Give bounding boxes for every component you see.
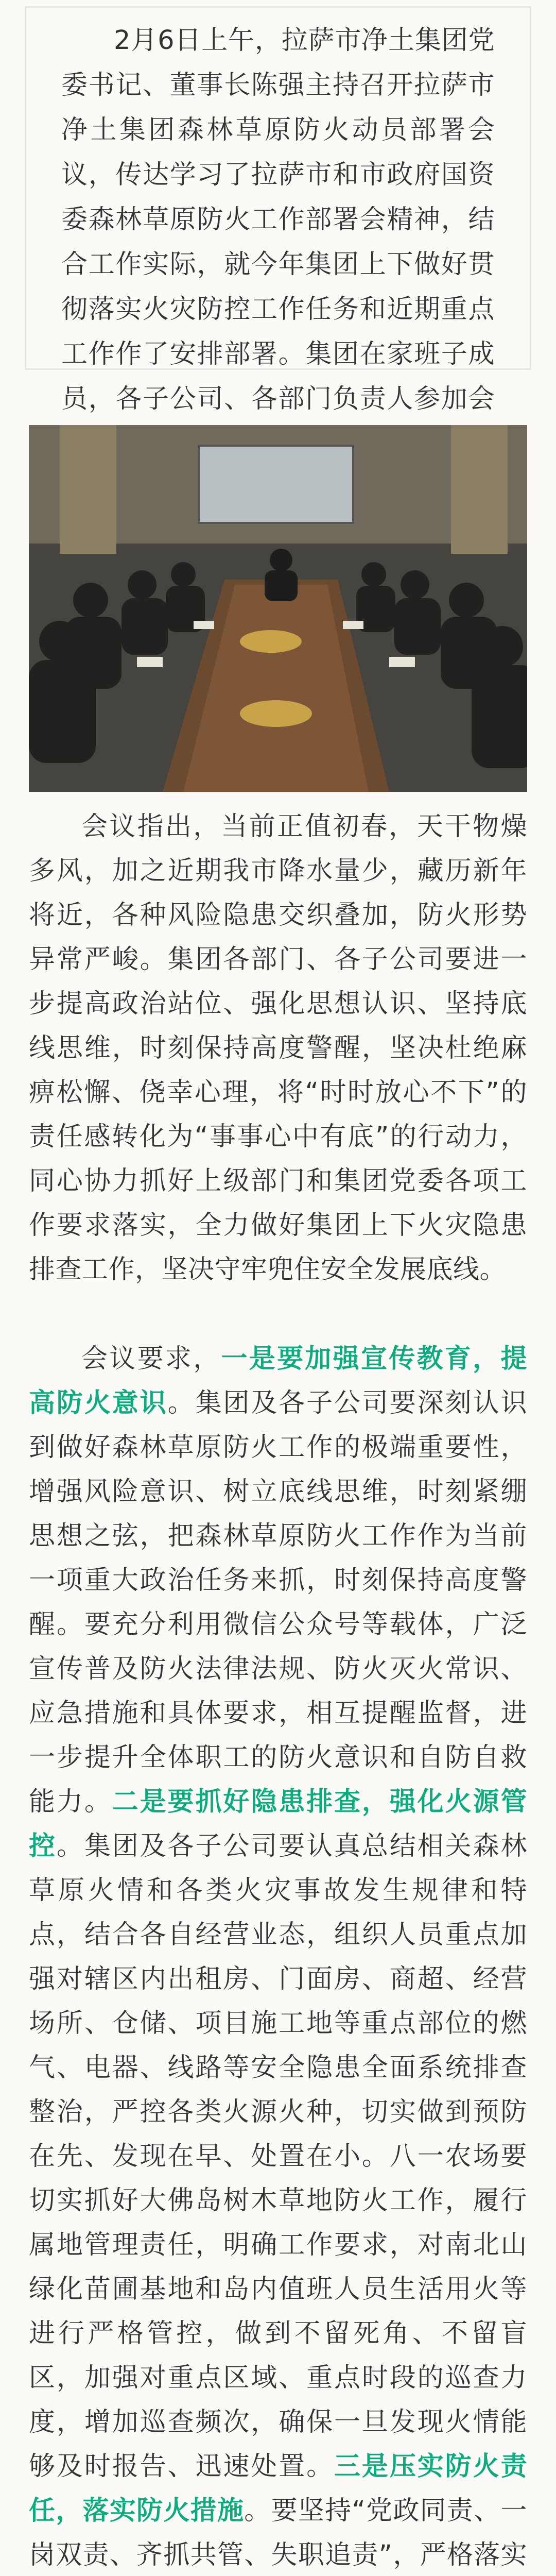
paragraph-2 (29, 1337, 527, 2576)
intro-paragraph: 2月6日上午，拉萨市净土集团党委书记、董事长陈强主持召开拉萨市净土集团森林草原防火动员部署会议，传达学习了拉萨市和市政府国资委森林草原防火工作部署会精神，结合工作实际，就今年集团上下做好贯彻落实火灾防控工作任务和近期重点工作作了安排部署。集团在家班子成员，各子公司、各部门负责人参加会 (61, 25, 495, 414)
paragraph-2-text-1: 。集团及各子公司要深刻认识到做好森林草原防火工作的极端重要性，增强风险意识、树立底线思维，时刻紧绷思想之弦，把森林草原防火工作作为当前一项重大政治任务来抓，时刻保持高度警醒。要充分利用微信公众号等载体，广泛宣传普及防火法律法规、防火灭火常识、应急措施和具体要求，相互提醒监督，进一步提升全体职工的防火意识和自防自救能力。 (29, 1388, 527, 1817)
paragraph-1: 会议指出，当前正值初春，天干物燥多风，加之近期我市降水量少，藏历新年将近，各种风险隐患交织叠加，防火形势异常严峻。集团各部门、各子公司要进一步提高政治站位、强化思想认识、坚持底线思维，时刻保持高度警醒，坚决杜绝麻痹松懈、侥幸心理，将“时时放心不下”的责任感转化为“事事心中有底”的行动力，同心协力抓好上级部门和集团党委各项工作要求落实，全力做好集团上下火灾隐患排查工作，坚决守牢兜住安全发展底线。 (29, 811, 527, 1285)
highlight-point-2: 二是要抓好隐患排查，强化火源管控 (29, 1787, 527, 1861)
intro-box (25, 6, 531, 414)
meeting-photo-illustration (29, 425, 527, 792)
highlight-point-1: 一是要加强宣传教育，提高防火意识 (29, 1344, 527, 1418)
paragraph-2-text-2: 。集团及各子公司要认真总结相关森林草原火情和各类火灾事故发生规律和特点，结合各自经营业态，组织人员重点加强对辖区内出租房、门面房、商超、经营场所、仓储、项目施工地等重点部位的燃气、电器、线路等安全隐患全面系统排查整治，严控各类火源火种，切实做到预防在先、发现在早、处置在小。八一农场要切实抓好大佛岛树木草地防火工作，履行属地管理责任，明确工作要求，对南北山绿化苗圃基地和岛内值班人员生活用火等进行严格管控，做到不留死角、不留盲区，加强对重点区域、重点时段的巡查力度，增加巡查频次，确保一旦发现火情能够及时报告、迅速处置。 (29, 1831, 527, 2482)
paragraph-2-text-0: 会议要求， (81, 1344, 221, 1374)
meeting-photo (29, 425, 527, 792)
paragraph-2-text-3: 。要坚持“党政同责、一岗双责、齐抓共管、失职追责”，严格落实 (29, 2496, 527, 2570)
highlight-point-3: 三是压实防火责任，落实防火措施 (29, 2451, 527, 2526)
